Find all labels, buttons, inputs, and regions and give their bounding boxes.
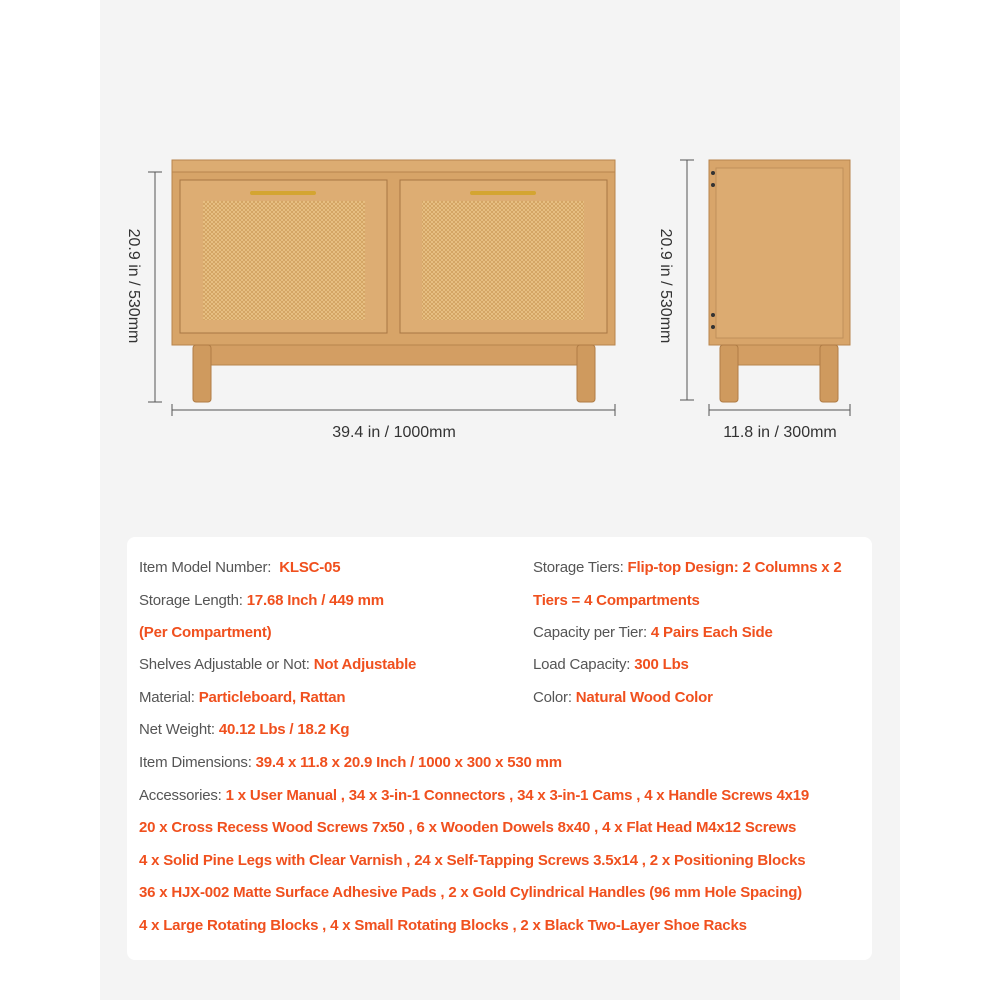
front-height-label: 20.9 in / 530mm [125, 228, 142, 344]
spec-capacity-tier: Capacity per Tier: 4 Pairs Each Side [533, 624, 773, 641]
spec-storage-tiers-cont: Tiers = 4 Compartments [533, 592, 700, 609]
accessories-line: 4 x Large Rotating Blocks , 4 x Small Rotating Blocks , 2 x Black Two-Layer Shoe Racks [139, 917, 747, 934]
spec-shelves: Shelves Adjustable or Not: Not Adjustable [139, 656, 417, 673]
spec-net-weight: Net Weight: 40.12 Lbs / 18.2 Kg [139, 721, 350, 738]
spec-load-capacity: Load Capacity: 300 Lbs [533, 656, 689, 673]
spec-color: Color: Natural Wood Color [533, 689, 713, 706]
spec-storage-length-note: (Per Compartment) [139, 624, 272, 641]
side-depth-label: 11.8 in / 300mm [723, 424, 837, 441]
spec-model: Item Model Number: KLSC-05 [139, 559, 341, 576]
spec-storage-tiers: Storage Tiers: Flip-top Design: 2 Columns x 2 [533, 559, 842, 576]
spec-material: Material: Particleboard, Rattan [139, 689, 346, 706]
spec-card [127, 537, 872, 960]
accessories-line: 20 x Cross Recess Wood Screws 7x50 , 6 x Wooden Dowels 8x40 , 4 x Flat Head M4x12 Screws [139, 819, 797, 836]
front-width-label: 39.4 in / 1000mm [332, 424, 456, 441]
accessories-line: 36 x HJX-002 Matte Surface Adhesive Pads , 2 x Gold Cylindrical Handles (96 mm Hole Spacing) [139, 884, 802, 901]
accessories-line: 4 x Solid Pine Legs with Clear Varnish , 24 x Self-Tapping Screws 3.5x14 , 2 x Positioning Blocks [139, 852, 806, 869]
cabinet-side-view [709, 160, 850, 402]
cabinet-front-view [172, 160, 615, 402]
spec-accessories: Accessories: 1 x User Manual , 34 x 3-in-1 Connectors , 34 x 3-in-1 Cams , 4 x Handle Screws 4x19 [139, 787, 810, 804]
spec-storage-length: Storage Length: 17.68 Inch / 449 mm [139, 592, 384, 609]
spec-item-dimensions: Item Dimensions: 39.4 x 11.8 x 20.9 Inch / 1000 x 300 x 530 mm [139, 754, 562, 771]
side-height-label: 20.9 in / 530mm [657, 228, 674, 344]
